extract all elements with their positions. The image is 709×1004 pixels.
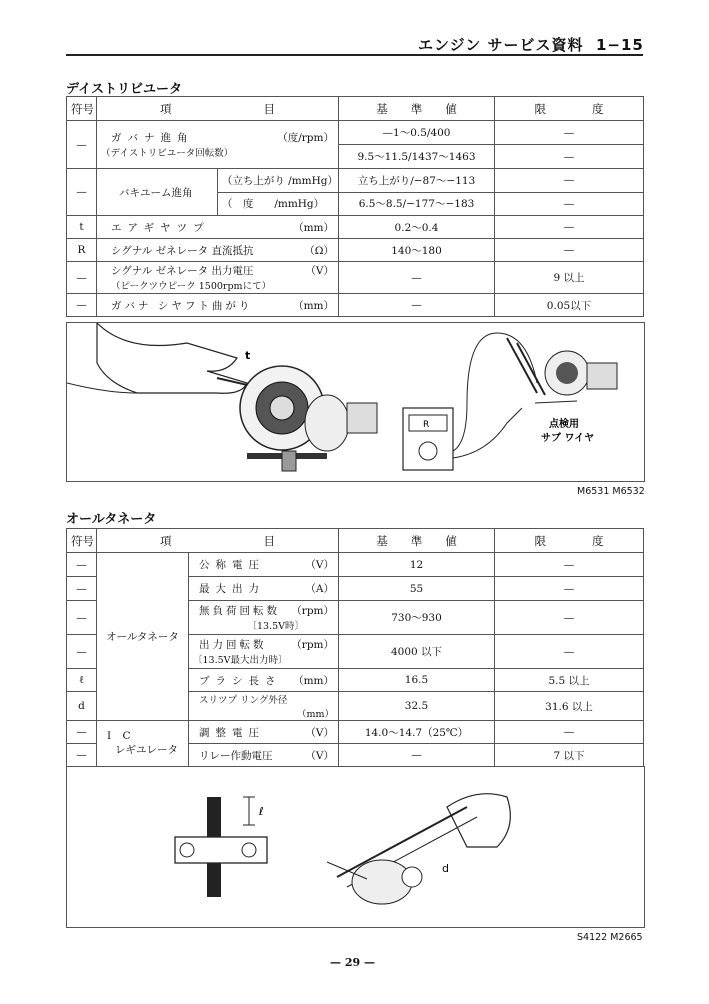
table-row: R シグナル ゼネレータ 直流抵抗 （Ω） 140〜180 —: [67, 239, 644, 262]
label-wire-2: サブ ワイヤ: [541, 433, 595, 444]
page-number: — 29 —: [330, 956, 375, 969]
col-limit: 限 度: [495, 529, 644, 553]
distributor-figure-caption: M6531 M6532: [577, 486, 645, 497]
col-item: 項 目: [97, 529, 339, 553]
group-ic-regulator: I C レギユレータ: [97, 721, 189, 767]
table-row: — I C レギユレータ 調整電圧 （V） 14.0〜14.7（25℃） —: [67, 721, 644, 744]
label-r: R: [423, 420, 430, 430]
alternator-section-title: オールタネータ: [66, 512, 157, 527]
col-standard: 基 準 値: [339, 97, 495, 121]
header-page-ref: 1−15: [595, 36, 644, 54]
page-header: [418, 34, 644, 55]
table-row: — リレー作動電圧 （V） — 7 以下: [67, 744, 644, 767]
table-row: t エアギヤツプ （mm） 0.2〜0.4 —: [67, 216, 644, 239]
label-d: d: [442, 862, 449, 875]
distributor-figure: [66, 322, 645, 482]
label-l: ℓ: [259, 805, 264, 818]
table-row: — バキユーム進角 （立ち上がり /mmHg） （ 度 /mmHg） 立ち上がり/−87〜−113 —: [67, 169, 644, 193]
header-rule: [66, 54, 643, 56]
table-row: d スリツプ リング外径 （mm） 32.5 31.6 以上: [67, 692, 644, 721]
table-header-row: [67, 97, 644, 121]
table-header-row: [67, 529, 644, 553]
col-standard: 基 準 値: [339, 529, 495, 553]
alternator-figure: [66, 766, 645, 928]
table-row: — シグナル ゼネレータ 出力電圧 （V） （ピークツウピーク 1500rpmにて） — 9 以上: [67, 262, 644, 294]
table-row: 6.5〜8.5/−177〜−183 —: [67, 192, 644, 216]
header-title: エンジン サービス資料: [418, 36, 584, 54]
hand-icon: [97, 323, 247, 393]
hand-icon: [447, 794, 510, 847]
alternator-table: [66, 528, 644, 767]
table-row: ℓ ブラシ長さ （mm） 16.5 5.5 以上: [67, 669, 644, 692]
table-row: — 無負荷回転数 （rpm） 〔13.5V時〕 730〜930 —: [67, 601, 644, 635]
col-limit: 限 度: [495, 97, 644, 121]
col-symbol: 符号: [67, 97, 97, 121]
distributor-section-title: デイストリビユータ: [66, 82, 182, 97]
table-row: — ガバナ シヤフト曲がり （mm） — 0.05以下: [67, 294, 644, 317]
label-t: t: [245, 349, 251, 362]
table-row: — 出力回転数 （rpm） 〔13.5V最大出力時〕 4000 以下 —: [67, 635, 644, 669]
table-row: — オールタネータ 公称電圧 （V） 12 —: [67, 553, 644, 577]
alternator-figure-caption: S4122 M2665: [577, 932, 643, 943]
table-row: 9.5〜11.5/1437〜1463 —: [67, 145, 644, 169]
table-row: — ガバナ進角 （度/rpm） （デイストリビユータ回転数） —1〜0.5/400 —: [67, 121, 644, 145]
col-item: 項 目: [97, 97, 339, 121]
table-row: — 最大出力 （A） 55 —: [67, 577, 644, 601]
group-alternator: オールタネータ: [97, 553, 189, 721]
distributor-illustration: [67, 323, 644, 481]
alternator-illustration: [67, 767, 644, 927]
col-symbol: 符号: [67, 529, 97, 553]
distributor-table: [66, 96, 644, 317]
label-wire-1: 点検用: [549, 419, 579, 430]
